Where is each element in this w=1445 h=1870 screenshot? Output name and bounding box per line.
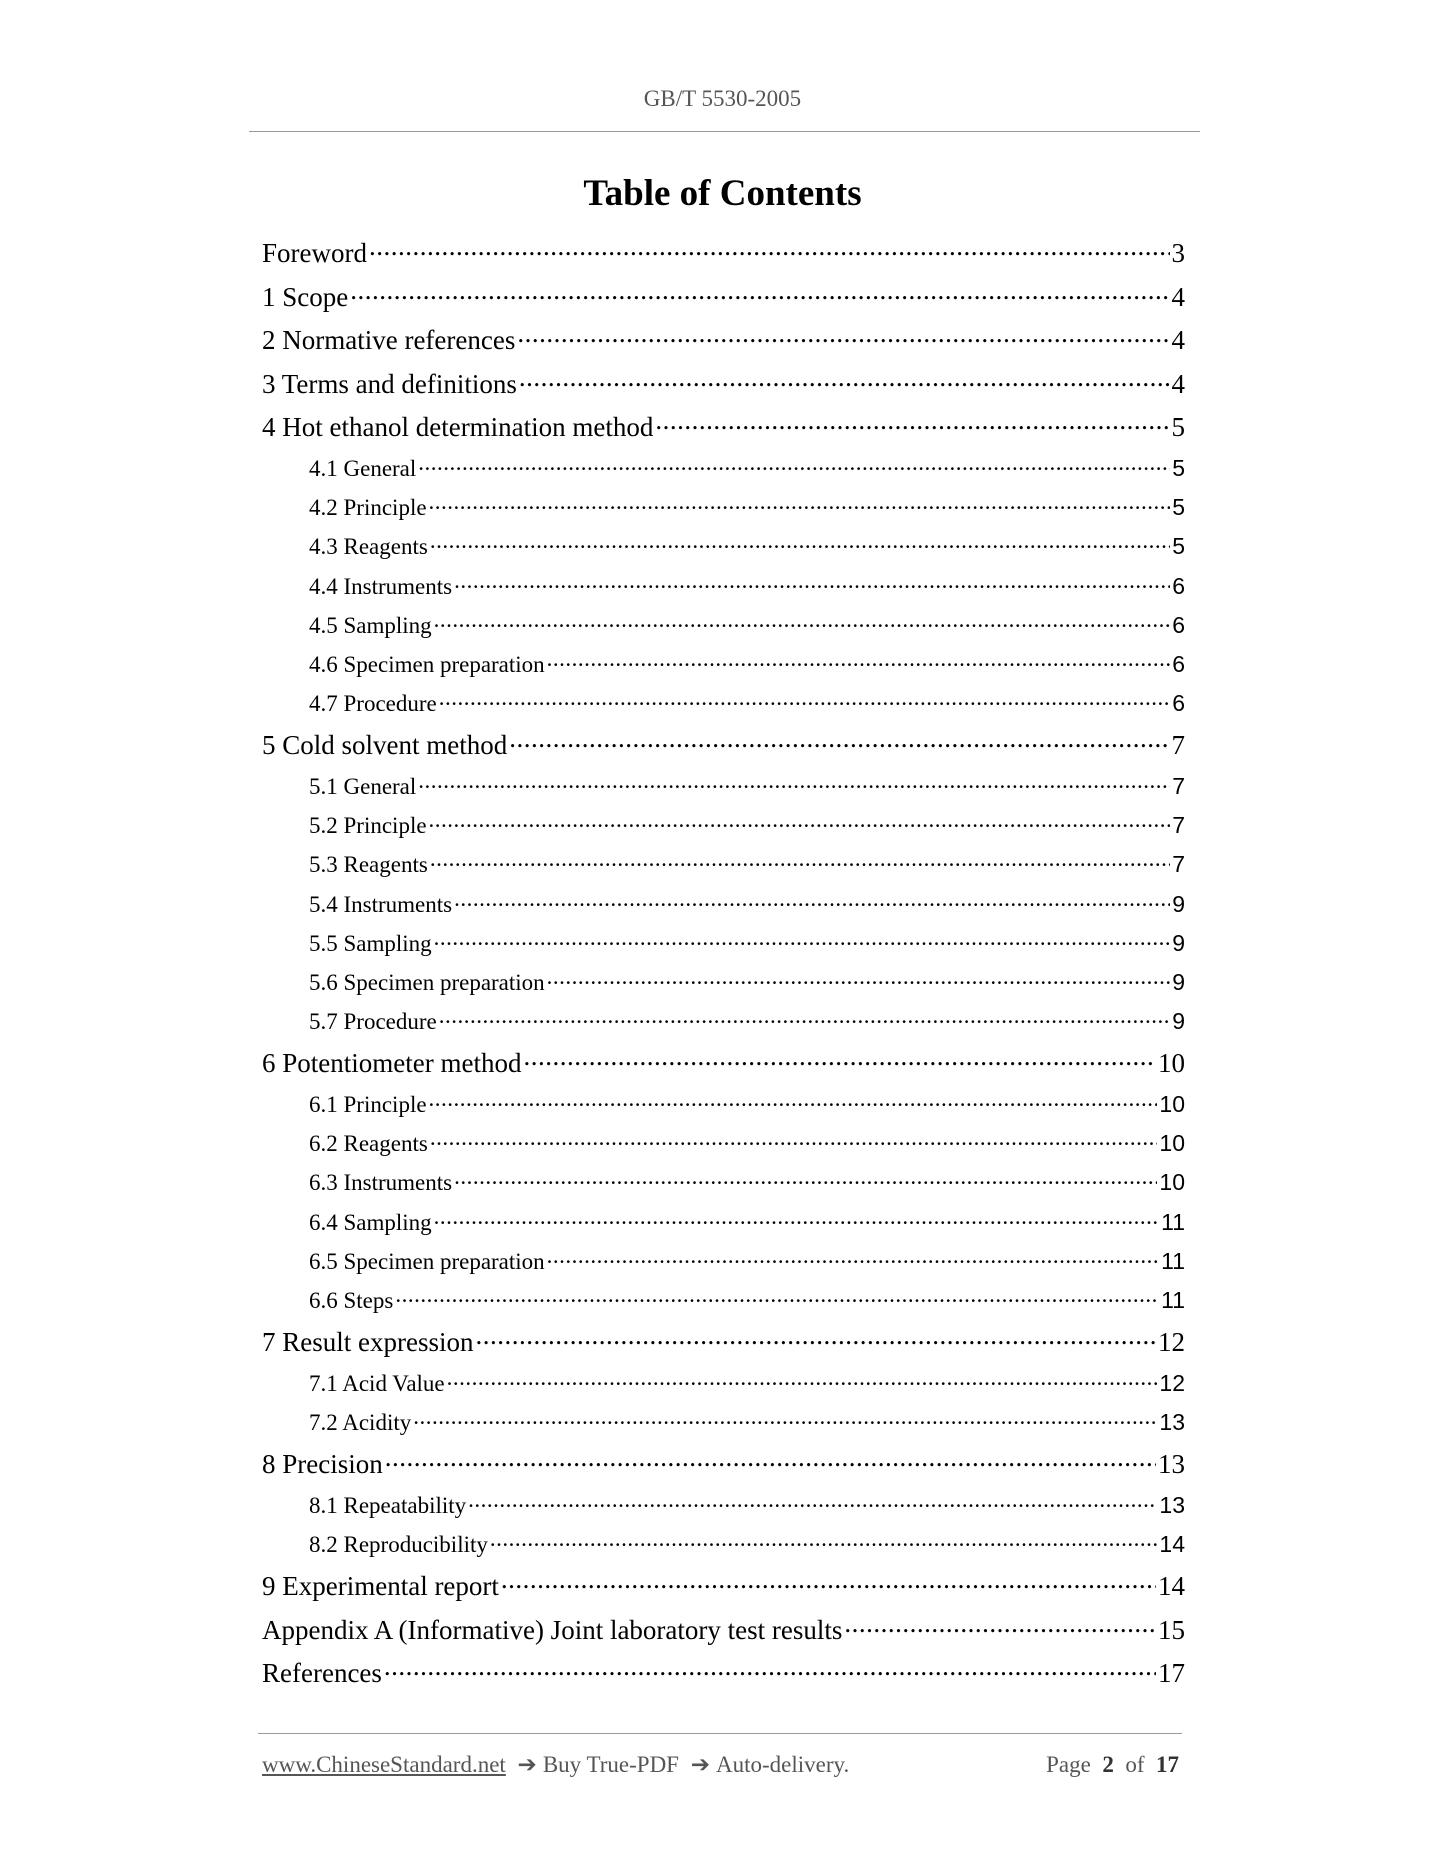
toc-entry-page: 10 bbox=[1159, 1091, 1185, 1117]
toc-entry[interactable] bbox=[309, 967, 1185, 996]
toc-entry-page: 3 bbox=[1171, 238, 1185, 268]
dot-leader bbox=[418, 453, 1170, 476]
toc-entry-page: 5 bbox=[1172, 494, 1185, 521]
toc-entry-page: 13 bbox=[1159, 1409, 1185, 1435]
current-page: 2 bbox=[1102, 1752, 1114, 1777]
toc-entry-label: 7.1 Acid Value bbox=[309, 1370, 445, 1396]
toc-entry-page: 13 bbox=[1158, 1449, 1185, 1480]
toc-entry[interactable] bbox=[262, 279, 1185, 313]
toc-entry[interactable] bbox=[262, 1324, 1185, 1358]
toc-entry[interactable] bbox=[309, 1167, 1185, 1196]
dot-leader bbox=[429, 810, 1171, 833]
toc-entry-label: 7.2 Acidity bbox=[309, 1410, 412, 1435]
buy-text: Buy True-PDF bbox=[542, 1752, 679, 1777]
dot-leader bbox=[430, 1128, 1158, 1151]
dot-leader bbox=[844, 1612, 1156, 1639]
toc-entry-page: 6 bbox=[1172, 690, 1185, 717]
toc-entry[interactable] bbox=[309, 453, 1185, 482]
toc-entry-label: 5.5 Sampling bbox=[309, 930, 432, 956]
toc-entry[interactable] bbox=[309, 1407, 1185, 1436]
dot-leader bbox=[547, 967, 1171, 990]
dot-leader bbox=[429, 492, 1171, 515]
toc-entry-page: 4 bbox=[1171, 281, 1185, 312]
toc-entry[interactable] bbox=[309, 688, 1185, 717]
toc-entry[interactable] bbox=[309, 1529, 1185, 1558]
toc-entry[interactable] bbox=[309, 1246, 1185, 1275]
toc-entry-label: 6.4 Sampling bbox=[309, 1209, 432, 1235]
toc-entry-page: 6 bbox=[1172, 651, 1185, 677]
toc-entry-label: 4.5 Sampling bbox=[309, 612, 432, 638]
toc-entry-page: 5 bbox=[1172, 533, 1185, 560]
toc-entry-page: 9 bbox=[1172, 890, 1185, 917]
toc-entry-label: References bbox=[262, 1658, 382, 1689]
toc-entry[interactable] bbox=[309, 849, 1185, 878]
page-word: Page bbox=[1046, 1752, 1091, 1777]
dot-leader bbox=[369, 235, 1170, 262]
dot-leader bbox=[454, 571, 1170, 594]
toc-entry[interactable] bbox=[262, 1045, 1185, 1079]
toc-entry-page: 11 bbox=[1161, 1208, 1185, 1235]
dot-leader bbox=[547, 649, 1171, 672]
footer-promo bbox=[262, 1752, 849, 1778]
dot-leader bbox=[490, 1529, 1158, 1552]
toc-title: Table of Contents bbox=[583, 173, 862, 214]
dot-leader bbox=[439, 1006, 1170, 1029]
toc-entry-page: 7 bbox=[1172, 851, 1185, 878]
dot-leader bbox=[434, 928, 1171, 951]
toc-entry-page: 4 bbox=[1171, 368, 1185, 399]
toc-entry-label: 4.6 Specimen preparation bbox=[309, 652, 545, 677]
delivery-text: Auto-delivery. bbox=[716, 1752, 850, 1777]
dot-leader bbox=[434, 610, 1171, 633]
toc-entry-page: 11 bbox=[1161, 1287, 1185, 1313]
dot-leader bbox=[413, 1407, 1157, 1430]
toc-entry[interactable] bbox=[309, 1368, 1185, 1397]
toc-entry[interactable] bbox=[309, 492, 1185, 521]
toc-entry[interactable] bbox=[309, 610, 1185, 639]
toc-entry-page: 12 bbox=[1158, 1327, 1185, 1358]
toc-entry[interactable] bbox=[309, 928, 1185, 957]
toc-entry[interactable] bbox=[309, 771, 1185, 800]
toc-entry-page: 7 bbox=[1172, 773, 1185, 799]
toc-entry-page: 6 bbox=[1172, 572, 1185, 599]
toc-entry-label: 5 Cold solvent method bbox=[262, 730, 508, 761]
toc-entry-label: Appendix A (Informative) Joint laboratory test results bbox=[262, 1614, 843, 1645]
toc-entry[interactable] bbox=[309, 1285, 1185, 1314]
toc-entry-page: 9 bbox=[1172, 1008, 1185, 1035]
toc-entry-page: 6 bbox=[1172, 611, 1185, 638]
dot-leader bbox=[430, 849, 1170, 872]
toc-entry-page: 13 bbox=[1159, 1491, 1185, 1518]
dot-leader bbox=[519, 366, 1170, 393]
toc-entry[interactable] bbox=[262, 366, 1185, 400]
toc-entry-page: 9 bbox=[1172, 969, 1185, 995]
toc-entry-label: 6.6 Steps bbox=[309, 1288, 394, 1313]
toc-entry-page: 5 bbox=[1171, 412, 1185, 443]
toc-entry-page: 5 bbox=[1172, 455, 1185, 481]
total-pages: 17 bbox=[1156, 1752, 1179, 1777]
dot-leader bbox=[454, 889, 1170, 912]
toc-entry[interactable] bbox=[309, 1089, 1185, 1118]
dot-leader bbox=[384, 1655, 1156, 1682]
page-footer bbox=[262, 1752, 1179, 1778]
toc-entry-label: 4.4 Instruments bbox=[309, 573, 453, 599]
toc-entry-page: 10 bbox=[1158, 1048, 1185, 1079]
toc-entry-page: 10 bbox=[1159, 1130, 1185, 1157]
toc-entry-page: 11 bbox=[1161, 1247, 1185, 1274]
dot-leader bbox=[547, 1246, 1159, 1269]
toc-entry[interactable] bbox=[262, 1446, 1185, 1480]
site-link[interactable]: www.ChineseStandard.net bbox=[262, 1752, 506, 1777]
toc-entry-label: Foreword bbox=[262, 238, 367, 268]
dot-leader bbox=[475, 1324, 1156, 1351]
toc-entry[interactable] bbox=[309, 889, 1185, 918]
toc-entry-label: 6.5 Specimen preparation bbox=[309, 1248, 545, 1274]
dot-leader bbox=[523, 1045, 1156, 1072]
toc-entry-label: 5.3 Reagents bbox=[309, 852, 428, 878]
running-header: GB/T 5530-2005 bbox=[643, 86, 802, 111]
page-indicator bbox=[1046, 1752, 1179, 1778]
dot-leader bbox=[501, 1568, 1156, 1595]
toc-entry-label: 6.1 Principle bbox=[309, 1092, 427, 1117]
toc-entry[interactable] bbox=[309, 571, 1185, 600]
toc-entry[interactable] bbox=[309, 1207, 1185, 1236]
toc-entry-page: 7 bbox=[1171, 730, 1185, 761]
arrow-right-icon: ➔ bbox=[690, 1752, 710, 1777]
dot-leader bbox=[385, 1446, 1156, 1473]
dot-leader bbox=[434, 1207, 1159, 1230]
toc-entry-label: 6 Potentiometer method bbox=[262, 1048, 522, 1079]
of-word: of bbox=[1125, 1752, 1145, 1777]
toc-entry-label: 8.1 Repeatability bbox=[309, 1492, 467, 1518]
toc-entry[interactable] bbox=[309, 810, 1185, 839]
dot-leader bbox=[655, 409, 1169, 436]
toc-entry-label: 6.2 Reagents bbox=[309, 1131, 428, 1157]
dot-leader bbox=[509, 727, 1169, 754]
toc-entry[interactable] bbox=[262, 322, 1185, 356]
toc-entry[interactable] bbox=[309, 1490, 1185, 1519]
toc-entry-page: 12 bbox=[1159, 1369, 1185, 1396]
toc-entry-label: 4.1 General bbox=[309, 456, 417, 481]
toc-entry-label: 2 Normative references bbox=[262, 325, 516, 356]
dot-leader bbox=[418, 771, 1170, 794]
toc-entry[interactable] bbox=[262, 235, 1185, 269]
toc-entry-page: 14 bbox=[1158, 1571, 1185, 1602]
dot-leader bbox=[447, 1368, 1158, 1391]
toc-entry[interactable] bbox=[262, 727, 1185, 761]
dot-leader bbox=[429, 1089, 1158, 1112]
toc-entry-label: 8.2 Reproducibility bbox=[309, 1532, 488, 1557]
toc-entry-page: 4 bbox=[1171, 325, 1185, 356]
toc-entry-label: 5.2 Principle bbox=[309, 813, 427, 839]
toc-entry-page: 15 bbox=[1158, 1614, 1185, 1645]
toc-entry-page: 17 bbox=[1158, 1658, 1185, 1689]
toc-entry[interactable] bbox=[309, 649, 1185, 678]
toc-entry-page: 14 bbox=[1159, 1531, 1185, 1557]
toc-entry-label: 8 Precision bbox=[262, 1449, 383, 1480]
dot-leader bbox=[430, 531, 1170, 554]
toc-entry-page: 7 bbox=[1172, 812, 1185, 839]
toc-entry[interactable] bbox=[309, 531, 1185, 560]
toc-entry-label: 1 Scope bbox=[262, 281, 349, 312]
toc-entry-label: 7 Result expression bbox=[262, 1327, 474, 1358]
toc-entry-label: 5.4 Instruments bbox=[309, 891, 453, 917]
dot-leader bbox=[439, 688, 1170, 711]
toc-entry-label: 4.7 Procedure bbox=[309, 691, 437, 717]
arrow-right-icon: ➔ bbox=[517, 1752, 537, 1777]
dot-leader bbox=[454, 1167, 1157, 1190]
toc-entry-label: 4.3 Reagents bbox=[309, 534, 428, 560]
dot-leader bbox=[350, 279, 1169, 306]
toc-entry-page: 10 bbox=[1159, 1169, 1185, 1196]
toc-entry-label: 5.6 Specimen preparation bbox=[309, 970, 545, 995]
toc-entry-label: 5.1 General bbox=[309, 774, 417, 799]
dot-leader bbox=[395, 1285, 1159, 1308]
toc-entry[interactable] bbox=[262, 409, 1185, 443]
footer-divider bbox=[258, 1733, 1182, 1734]
dot-leader bbox=[468, 1490, 1157, 1513]
toc-entry[interactable] bbox=[309, 1128, 1185, 1157]
toc-entry[interactable] bbox=[309, 1006, 1185, 1035]
toc-entry[interactable] bbox=[262, 1655, 1185, 1689]
toc-entry-label: 4 Hot ethanol determination method bbox=[262, 412, 654, 443]
header-divider bbox=[249, 131, 1200, 132]
dot-leader bbox=[517, 322, 1169, 349]
toc-entry-page: 9 bbox=[1172, 929, 1185, 956]
toc-entry[interactable] bbox=[262, 1612, 1185, 1646]
toc-entry-label: 4.2 Principle bbox=[309, 495, 427, 521]
toc-entry-label: 6.3 Instruments bbox=[309, 1170, 453, 1196]
toc-entry-label: 5.7 Procedure bbox=[309, 1009, 437, 1035]
toc-entry-label: 9 Experimental report bbox=[262, 1571, 499, 1602]
toc-entry[interactable] bbox=[262, 1568, 1185, 1602]
toc-entry-label: 3 Terms and definitions bbox=[262, 368, 517, 399]
